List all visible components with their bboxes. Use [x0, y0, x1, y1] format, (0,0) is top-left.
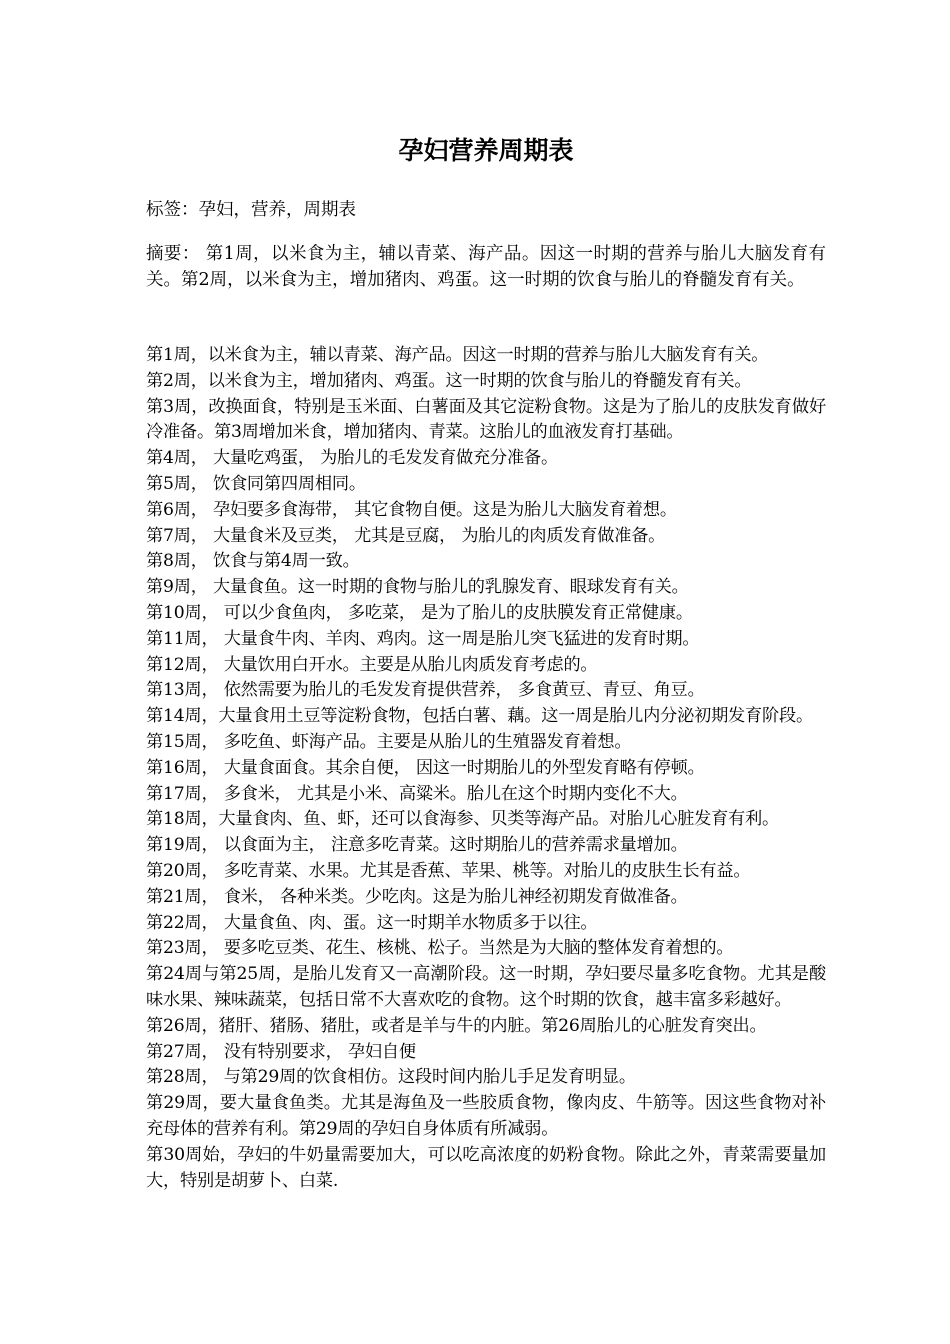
week-paragraph: 第28周， 与第29周的饮食相仿。这段时间内胎儿手足发育明显。: [146, 1067, 636, 1088]
week-paragraph: 第26周，猪肝、猪肠、猪肚，或者是羊与牛的内脏。第26周胎儿的心脏发育突出。: [146, 1015, 767, 1036]
week-paragraph: 第14周，大量食用土豆等淀粉食物，包括白薯、藕。这一周是胎儿内分泌初期发育阶段。: [146, 706, 813, 727]
week-paragraph: 第27周， 没有特别要求， 孕妇自便: [146, 1041, 416, 1062]
weekly-nutrition-list: [146, 343, 826, 1194]
week-paragraph: 第21周， 食米， 各种米类。少吃肉。这是为胎儿神经初期发育做准备。: [146, 886, 688, 907]
week-paragraph: 第13周， 依然需要为胎儿的毛发发育提供营养， 多食黄豆、青豆、角豆。: [146, 680, 705, 701]
week-paragraph: 第7周， 大量食米及豆类， 尤其是豆腐， 为胎儿的肉质发育做准备。: [146, 525, 666, 546]
week-paragraph: 第22周， 大量食鱼、肉、蛋。这一时期羊水物质多于以往。: [146, 912, 598, 933]
week-paragraph: 第12周， 大量饮用白开水。主要是从胎儿肉质发育考虑的。: [146, 654, 598, 675]
week-paragraph: 第8周， 饮食与第4周一致。: [146, 551, 360, 572]
week-paragraph: 第2周，以米食为主，增加猪肉、鸡蛋。这一时期的饮食与胎儿的脊髓发育有关。: [146, 370, 752, 391]
week-paragraph: 第30周始，孕妇的牛奶量需要加大，可以吃高浓度的奶粉食物。除此之外，青菜需要量加大，特别是胡萝卜、白菜.: [146, 1144, 826, 1191]
week-paragraph: 第11周， 大量食牛肉、羊肉、鸡肉。这一周是胎儿突飞猛进的发育时期。: [146, 628, 700, 649]
week-paragraph: 第3周，改换面食，特别是玉米面、白薯面及其它淀粉食物。这是为了胎儿的皮肤发育做好冷准备。第3周增加米食，增加猪肉、青菜。这胎儿的血液发育打基础。: [146, 396, 826, 443]
week-paragraph: 第9周， 大量食鱼。这一时期的食物与胎儿的乳腺发育、眼球发育有关。: [146, 577, 689, 598]
document-title: 孕妇营养周期表: [398, 136, 574, 165]
week-paragraph: 第24周与第25周，是胎儿发育又一高潮阶段。这一时期，孕妇要尽量多吃食物。尤其是酸味水果、辣味蔬菜，包括日常不大喜欢吃的食物。这个时期的饮食，越丰富多彩越好。: [146, 964, 826, 1010]
tags-line: 标签：孕妇，营养，周期表: [146, 200, 356, 220]
week-paragraph: 第19周， 以食面为主， 注意多吃青菜。这时期胎儿的营养需求量增加。: [146, 835, 688, 856]
week-paragraph: 第18周，大量食肉、鱼、虾，还可以食海参、贝类等海产品。对胎儿心脏发育有利。: [146, 809, 780, 830]
week-paragraph: 第4周， 大量吃鸡蛋， 为胎儿的毛发发育做充分准备。: [146, 448, 558, 469]
week-paragraph: 第29周，要大量食鱼类。尤其是海鱼及一些胶质食物，像肉皮、牛筋等。因这些食物对补充母体的营养有利。第29周的孕妇自身体质有所减弱。: [146, 1093, 826, 1139]
abstract-paragraph: 摘要： 第1周，以米食为主，辅以青菜、海产品。因这一时期的营养与胎儿大脑发育有关。第2周，以米食为主，增加猪肉、鸡蛋。这一时期的饮食与胎儿的脊髓发育有关。: [146, 244, 826, 290]
week-paragraph: 第16周， 大量食面食。其余自便， 因这一时期胎儿的外型发育略有停顿。: [146, 757, 705, 778]
week-paragraph: 第17周， 多食米， 尤其是小米、高粱米。胎儿在这个时期内变化不大。: [146, 783, 688, 804]
week-paragraph: 第20周， 多吃青菜、水果。尤其是香蕉、苹果、桃等。对胎儿的皮肤生长有益。: [146, 860, 751, 881]
week-paragraph: 第23周， 要多吃豆类、花生、核桃、松子。当然是为大脑的整体发育着想的。: [146, 938, 734, 959]
week-paragraph: 第6周， 孕妇要多食海带， 其它食物自便。这是为胎儿大脑发育着想。: [146, 499, 677, 520]
week-paragraph: 第15周， 多吃鱼、虾海产品。主要是从胎儿的生殖器发育着想。: [146, 731, 632, 752]
week-paragraph: 第10周， 可以少食鱼肉， 多吃菜， 是为了胎儿的皮肤膜发育正常健康。: [146, 602, 693, 623]
week-paragraph: 第5周， 饮食同第四周相同。: [146, 473, 366, 494]
week-paragraph: 第1周，以米食为主，辅以青菜、海产品。因这一时期的营养与胎儿大脑发育有关。: [146, 345, 769, 365]
